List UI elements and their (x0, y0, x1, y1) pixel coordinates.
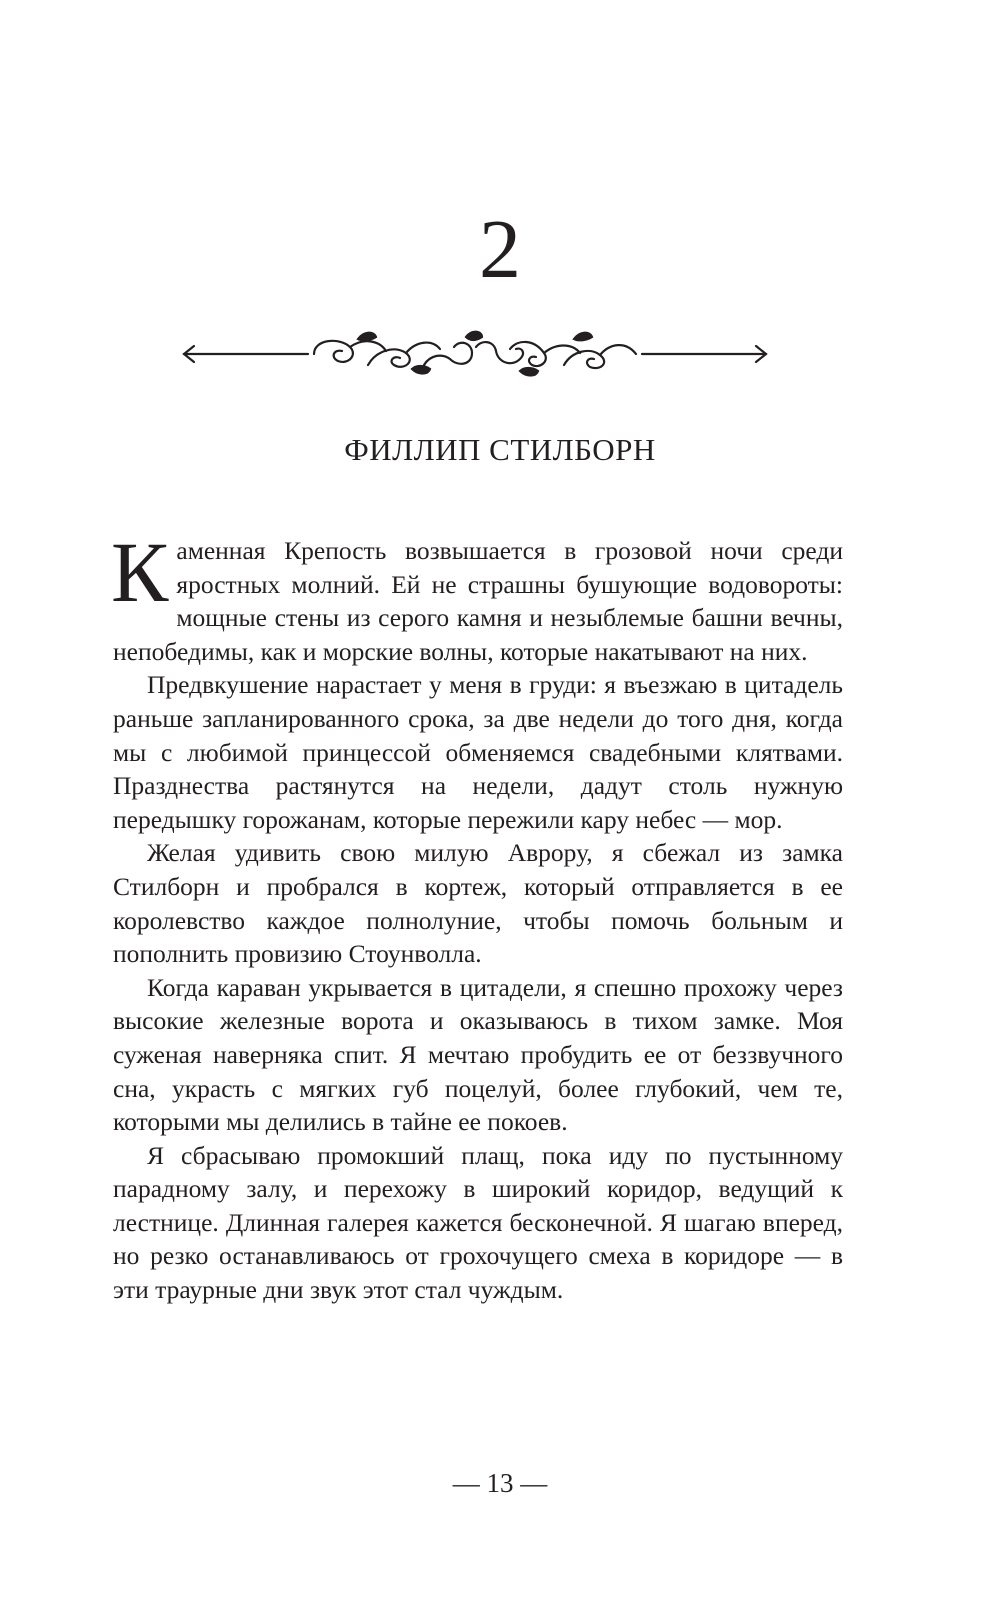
chapter-number: 2 (479, 203, 521, 296)
paragraph-5: Я сбрасываю промокший плащ, пока иду по пустынному парадному залу, и перехожу в широкий коридор, ведущий к лестнице. Длинная галерея кажется бесконечной. Я шагаю вперед, но резко останавливаюсь от грохочущего смеха в коридоре — в эти траурные дни звук этот стал чуждым. (113, 1140, 843, 1305)
page-number: — 13 — (452, 1468, 548, 1498)
chapter-title: ФИЛЛИП СТИЛБОРН (344, 432, 656, 467)
paragraph-2: Предвкушение нарастает у меня в груди: я въезжаю в цитадель раньше запланированного срока, за две недели до того дня, когда мы с любимой принцессой обменяемся свадебными клятвами. Празднества растянутся на недели, дадут столь нужную передышку горожанам, которые пережили кару небес — мор. (113, 670, 843, 834)
paragraph-1: Каменная Крепость возвышается в грозовой ночи среди яростных молний. Ей не страшны бушующие водовороты: мощные стены из серого камня и незыблемые башни вечны, непобедимы, как и морские волны, которые накатывают на них. (111, 524, 843, 666)
paragraph-4: Когда караван укрывается в цитадели, я спешно прохожу через высокие железные ворота и оказываюсь в тихом замке. Моя суженая наверняка спит. Я мечтаю пробудить ее от беззвучного сна, украсть с мягких губ поцелуй, более глубокий, чем те, которыми мы делились в тайне ее покоев. (113, 972, 843, 1137)
chapter-body (111, 524, 843, 1307)
drop-cap: К (111, 524, 169, 620)
chapter-ornament-icon (180, 325, 770, 385)
paragraph-3: Желая удивить свою милую Аврору, я сбежал из замка Стилборн и пробрался в кортеж, который отправляется в ее королевство каждое полнолуние, чтобы помочь больным и пополнить провизию Стоунволла. (113, 838, 843, 969)
